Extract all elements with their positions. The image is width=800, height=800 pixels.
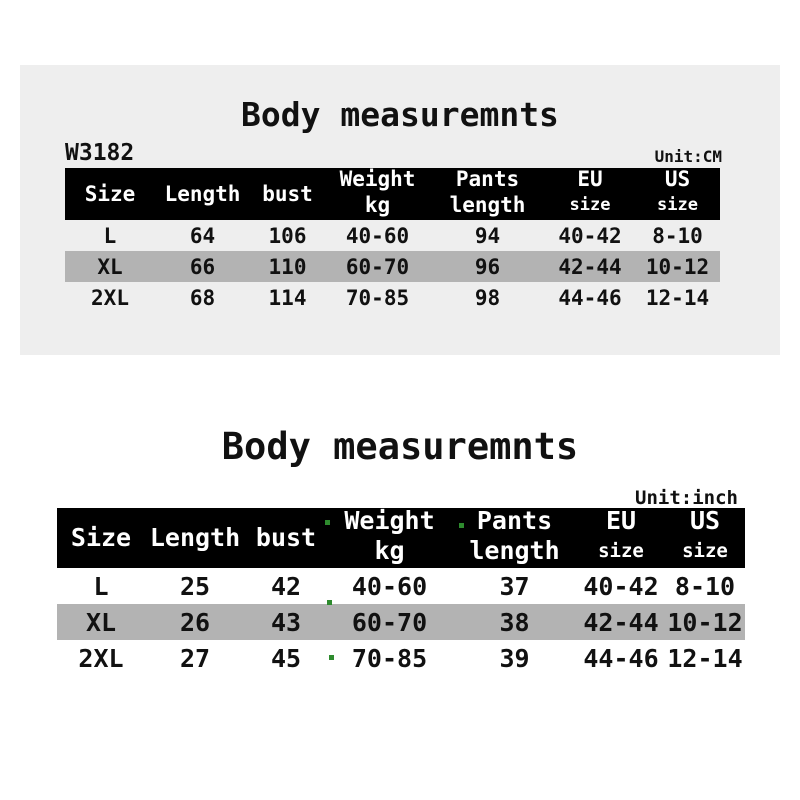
inch-cell-eu-size: 40-42 [583, 571, 659, 601]
green-speckle-artifact [327, 600, 332, 605]
cm-cell-length: 68 [189, 285, 216, 310]
inch-header-pants-sub: length [469, 536, 560, 565]
inch-cell-size: L [93, 571, 109, 601]
cm-cell-bust: 106 [268, 223, 307, 248]
inch-header-bust [245, 508, 327, 568]
cm-cell-pants-length: 98 [474, 285, 501, 310]
cm-cell-us-size: 12-14 [645, 285, 710, 310]
inch-cell-pants-length: 37 [499, 571, 530, 601]
cm-cell-size: L [103, 223, 117, 248]
cm-header-pants-length [430, 168, 545, 220]
table-row [65, 251, 720, 282]
inch-cell-us-size: 12-14 [667, 643, 743, 673]
green-speckle-artifact [459, 523, 464, 528]
inch-header-weight-sub: kg [374, 536, 405, 565]
cm-header-us-sub: size [657, 195, 698, 215]
cm-cell-us-size: 8-10 [652, 223, 703, 248]
cm-cell-size: XL [65, 251, 155, 282]
cm-header-weight-sub: kg [364, 193, 391, 217]
cm-unit-label: Unit:CM [654, 147, 722, 166]
inch-header-size [57, 508, 145, 568]
inch-header-pants-length [452, 508, 577, 568]
cm-header-size [65, 168, 155, 220]
inch-table-head [57, 508, 745, 568]
inch-header-us-sub: size [682, 540, 728, 562]
cm-cell-length: 66 [155, 251, 250, 282]
inch-header-length-main: Length [149, 523, 241, 552]
cm-header-eu-main: EU [577, 167, 603, 191]
cm-cell-eu-size: 44-46 [558, 285, 622, 310]
table-row [57, 604, 745, 640]
cm-cell-weight: 60-70 [325, 251, 430, 282]
inch-cell-bust: 43 [245, 604, 327, 640]
inch-unit-label: Unit:inch [635, 487, 738, 509]
cm-header-weight-main: Weight [339, 167, 416, 191]
cm-header-weight [325, 168, 430, 220]
cm-table-title: Body measuremnts [241, 95, 559, 134]
inch-header-weight [327, 508, 452, 568]
cm-cell-pants-length: 94 [474, 223, 501, 248]
inch-header-pants-main: Pants [476, 506, 553, 535]
green-speckle-artifact [325, 520, 330, 525]
inch-header-us-size [665, 508, 745, 568]
inch-cell-weight: 40-60 [351, 571, 428, 601]
table-row [65, 282, 720, 313]
inch-cell-eu-size: 42-44 [577, 604, 665, 640]
inch-cell-eu-size: 44-46 [583, 643, 659, 673]
cm-header-us-main: US [664, 167, 691, 191]
cm-measurements-panel [20, 65, 780, 355]
inch-header-eu-size [577, 508, 665, 568]
cm-header-eu-sub: size [569, 195, 611, 215]
cm-cell-bust: 110 [250, 251, 325, 282]
cm-cell-length: 64 [189, 223, 216, 248]
inch-cell-bust: 42 [270, 571, 302, 601]
inch-header-bust-main: bust [255, 523, 317, 552]
cm-header-bust [250, 168, 325, 220]
inch-cell-size: 2XL [78, 643, 124, 673]
inch-header-eu-main: EU [605, 506, 637, 535]
inch-cell-length: 25 [179, 571, 211, 601]
cm-header-eu-size [545, 168, 635, 220]
inch-header-eu-sub: size [598, 540, 644, 562]
inch-cell-weight: 70-85 [351, 643, 428, 673]
cm-cell-us-size: 10-12 [635, 251, 720, 282]
inch-cell-pants-length: 39 [499, 643, 530, 673]
cm-header-bust-main: bust [262, 182, 313, 206]
cm-header-us-size [635, 168, 720, 220]
cm-cell-eu-size: 42-44 [545, 251, 635, 282]
cm-header-row [65, 168, 720, 220]
cm-cell-weight: 40-60 [345, 223, 410, 248]
green-speckle-artifact [329, 655, 334, 660]
inch-cell-us-size: 10-12 [665, 604, 745, 640]
table-row [57, 640, 745, 676]
cm-table-head [65, 168, 720, 220]
cm-cell-weight: 70-85 [345, 285, 410, 310]
inch-header-row [57, 508, 745, 568]
inch-header-size-main: Size [70, 523, 132, 552]
inch-header-weight-main: Weight [344, 506, 435, 535]
cm-cell-eu-size: 40-42 [558, 223, 622, 248]
inch-cell-length: 27 [179, 643, 211, 673]
cm-size-table [65, 168, 720, 313]
inch-header-us-main: US [689, 506, 721, 535]
cm-header-pants-main: Pants [455, 167, 520, 191]
cm-cell-size: 2XL [91, 285, 129, 310]
table-row [65, 220, 720, 251]
inch-table-body [57, 568, 745, 676]
cm-header-length-main: Length [164, 182, 241, 206]
inch-cell-size: XL [57, 604, 145, 640]
inch-cell-bust: 45 [270, 643, 302, 673]
cm-header-pants-sub: length [449, 193, 526, 217]
cm-cell-pants-length: 96 [430, 251, 545, 282]
cm-cell-bust: 114 [268, 285, 307, 310]
inch-size-table [57, 508, 745, 676]
cm-header-size-main: Size [84, 182, 136, 206]
table-row [57, 568, 745, 604]
inch-table-title: Body measuremnts [221, 425, 579, 468]
inch-cell-us-size: 8-10 [674, 571, 736, 601]
inch-header-length [145, 508, 245, 568]
cm-table-body [65, 220, 720, 313]
cm-header-length [155, 168, 250, 220]
inch-cell-weight: 60-70 [327, 604, 452, 640]
inch-cell-length: 26 [145, 604, 245, 640]
product-code-label: W3182 [65, 140, 135, 166]
inch-cell-pants-length: 38 [452, 604, 577, 640]
